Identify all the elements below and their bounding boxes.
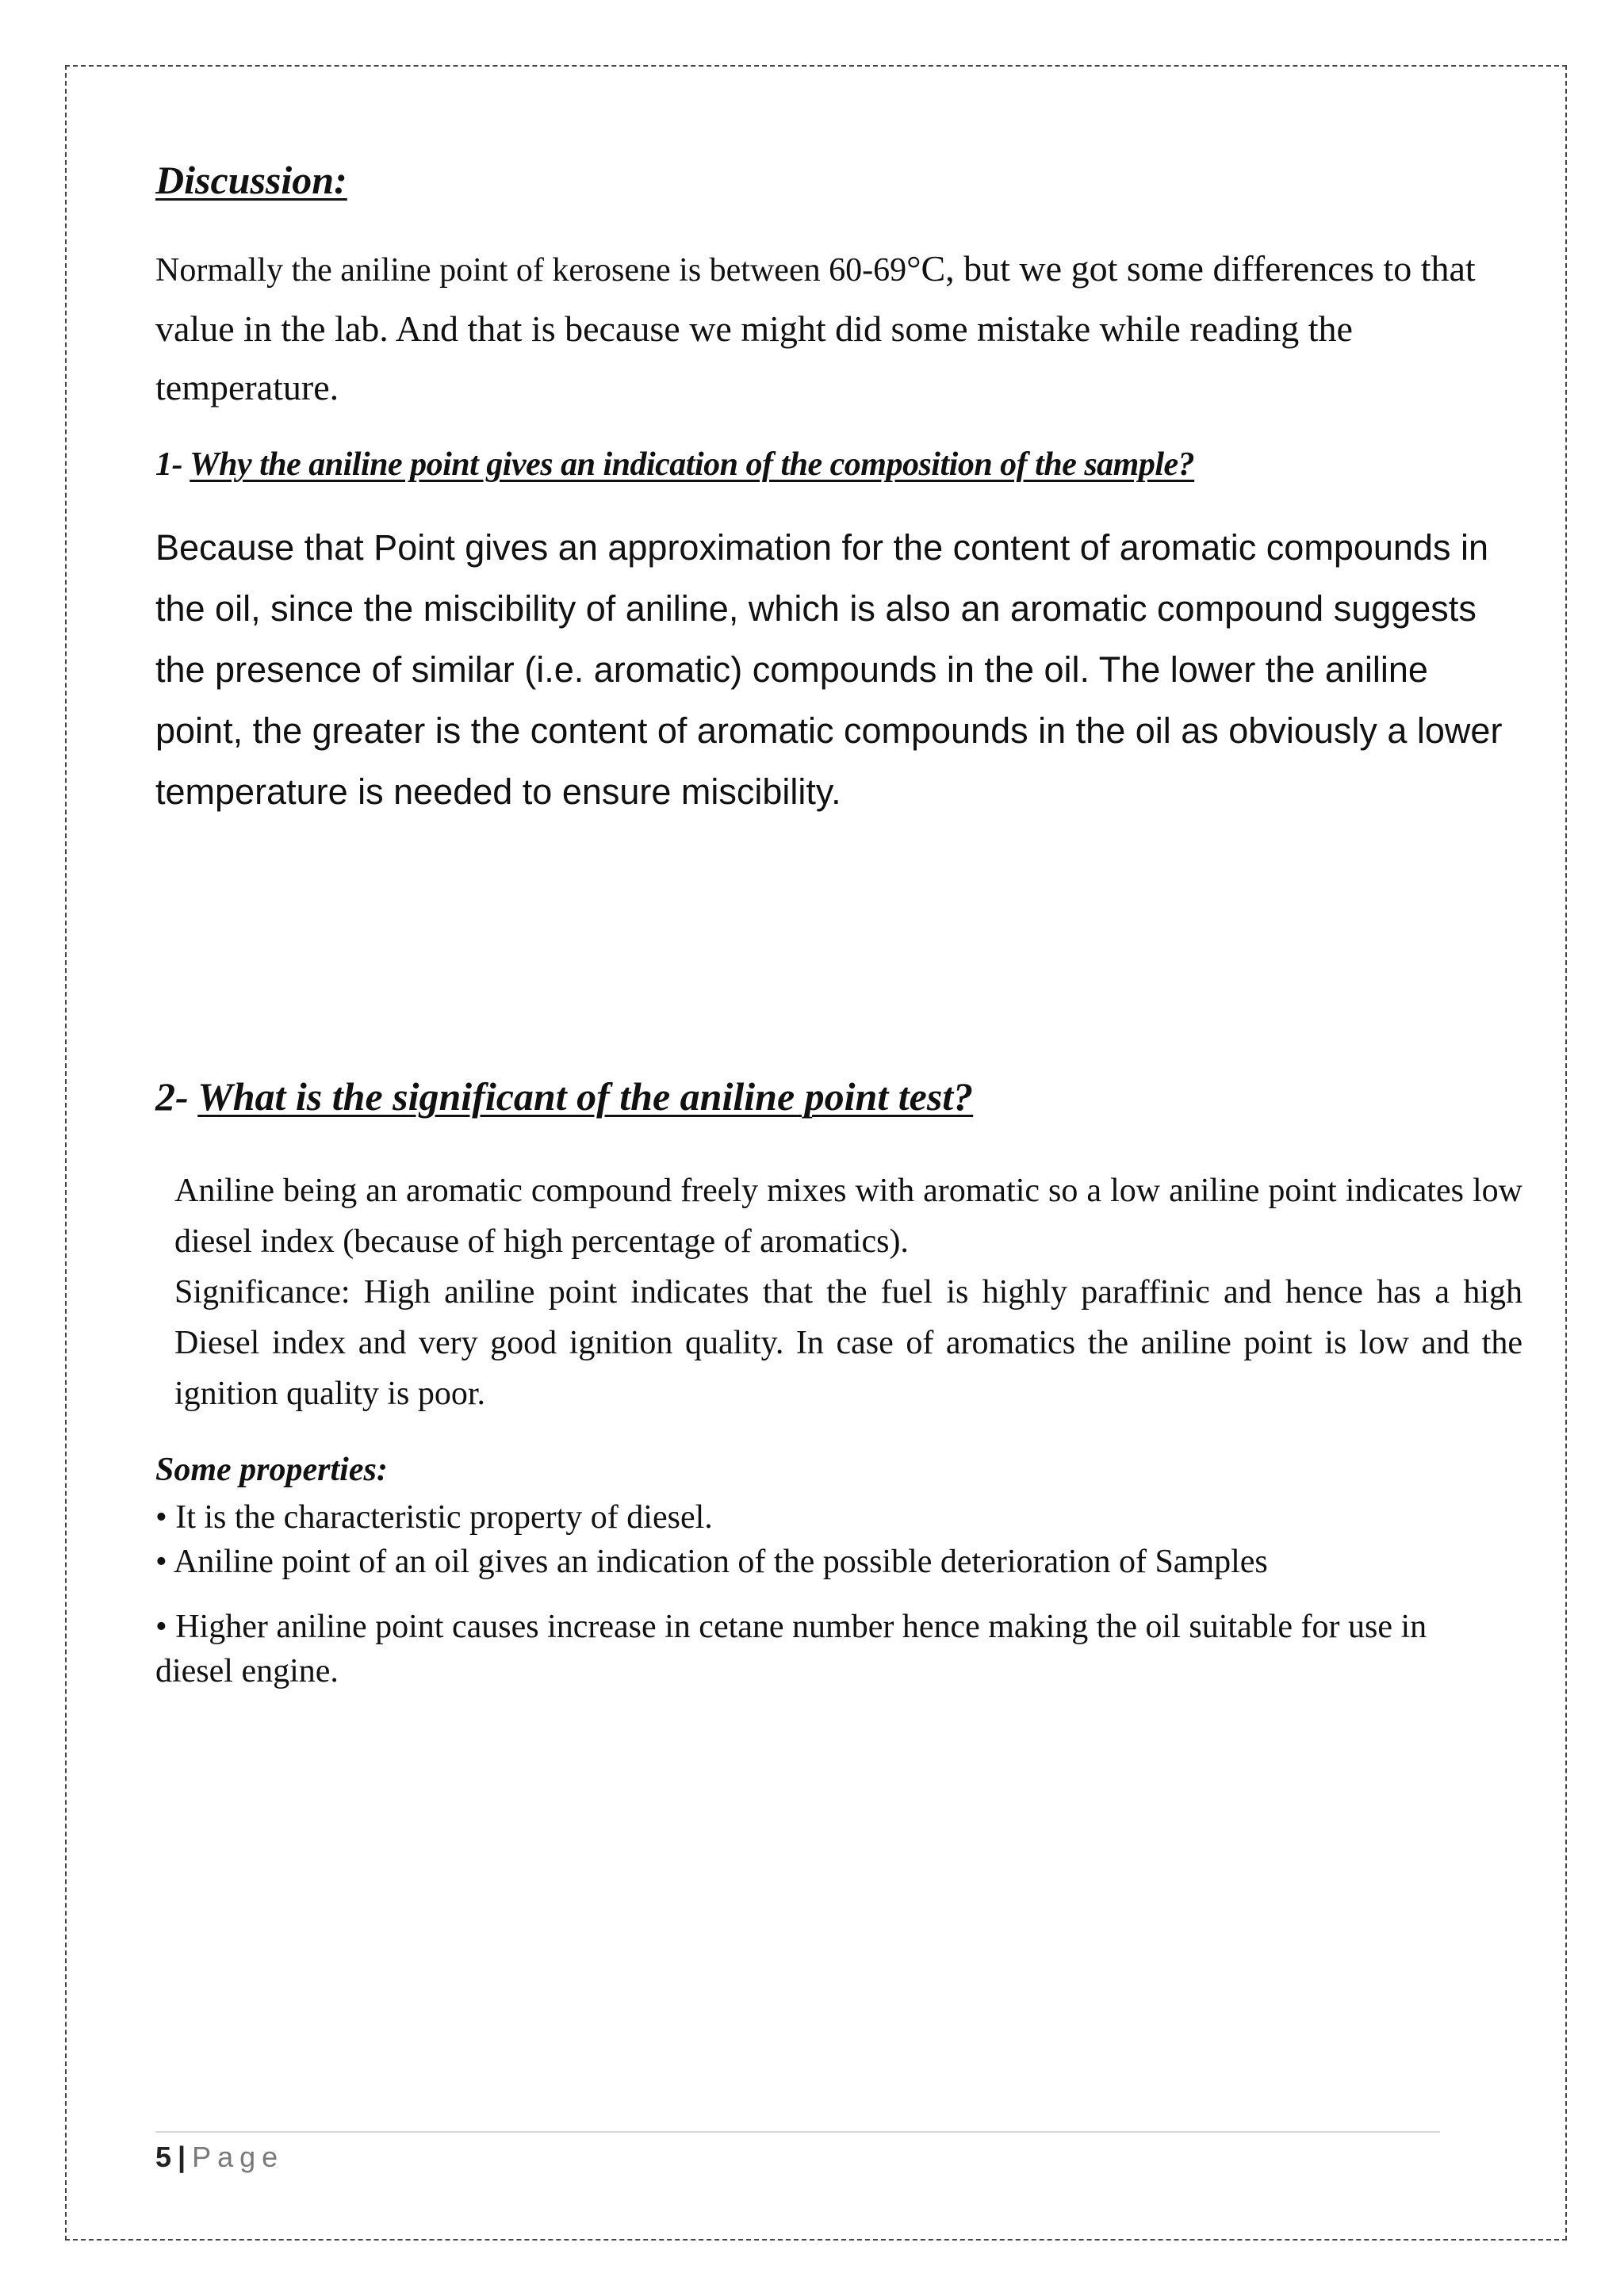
question-1-text: Why the aniline point gives an indication of the composition of the sample? <box>190 446 1195 483</box>
page-number: 5 <box>155 2141 172 2173</box>
question-2-answer-paragraph-1: Aniline being an aromatic compound freely mixes with aromatic so a low aniline point indicates low diesel index (because of high percentage of aromatics). <box>174 1173 1522 1260</box>
question-1-answer: Because that Point gives an approximation for the content of aromatic compounds in the oil, since the miscibility of aniline, which is also an aromatic compound suggests the presence of similar (i.e. aromatic) compounds in the oil. The lower the aniline point, the greater is the content of aromatic compounds in the oil as obviously a lower temperature is needed to ensure miscibility. <box>155 527 1503 812</box>
question-2-heading <box>155 1073 973 1119</box>
property-item: • Higher aniline point causes increase in cetane number hence making the oil suitable for use in diesel engine. <box>155 1609 1427 1689</box>
property-item: • It is the characteristic property of diesel. <box>155 1499 713 1536</box>
discussion-rest: but we got some differences to that value in the lab. And that is because we might did some mistake while reading the temperature. <box>155 248 1476 408</box>
question-2-number: 2- <box>155 1074 198 1119</box>
discussion-heading: Discussion: <box>155 158 347 202</box>
question-1-heading <box>155 446 1194 484</box>
properties-list <box>155 1495 1503 1693</box>
question-1-number: 1- <box>155 446 190 483</box>
discussion-degree: °C, <box>906 248 955 289</box>
discussion-lead: Normally the aniline point of kerosene is between 60-69 <box>155 252 907 289</box>
question-2-answer <box>174 1165 1522 1419</box>
discussion-paragraph <box>155 239 1503 417</box>
footer-separator: | <box>178 2141 186 2173</box>
page-label: Page <box>192 2141 285 2173</box>
property-item: • Aniline point of an oil gives an indication of the possible deterioration of Samples <box>155 1544 1268 1580</box>
footer-rule <box>155 2131 1440 2133</box>
question-2-text: What is the significant of the aniline point test? <box>197 1074 974 1119</box>
properties-heading: Some properties: <box>155 1452 388 1488</box>
page-footer <box>155 2141 284 2174</box>
question-2-answer-paragraph-2: Significance: High aniline point indicates that the fuel is highly paraffinic and hence has a high Diesel index and very good ignition quality. In case of aromatics the aniline point is low and the ignition quality is poor. <box>174 1274 1522 1412</box>
